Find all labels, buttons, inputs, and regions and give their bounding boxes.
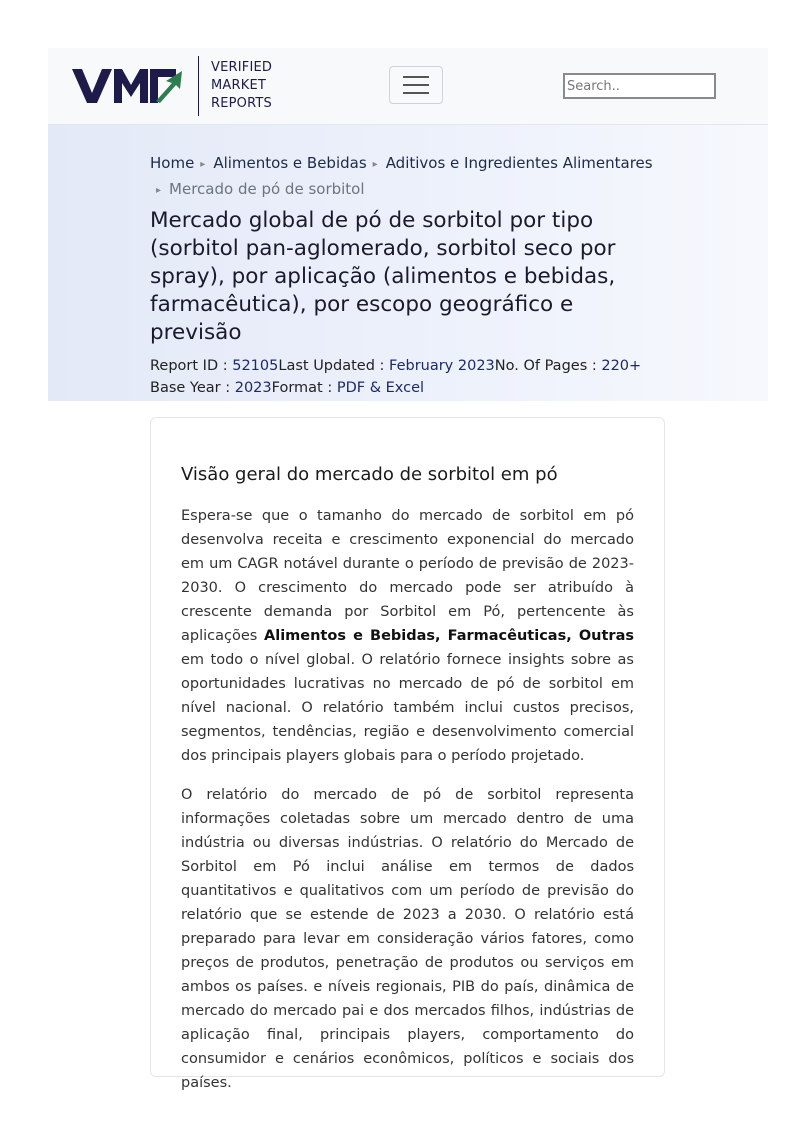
hamburger-icon-bar — [403, 84, 429, 86]
vmr-logo-icon — [72, 67, 184, 105]
chevron-right-icon: ▸ — [372, 159, 378, 170]
format-label: Format : — [271, 380, 337, 396]
chevron-right-icon: ▸ — [156, 185, 162, 196]
pages-label: No. Of Pages : — [494, 358, 602, 374]
chevron-right-icon: ▸ — [200, 159, 206, 170]
overview-paragraph-1 — [181, 504, 634, 768]
logo-divider — [198, 56, 199, 116]
report-id-value: 52105 — [232, 358, 279, 374]
base-year-label: Base Year : — [150, 380, 235, 396]
logo-line2: MARKET — [211, 78, 267, 93]
breadcrumb — [150, 151, 670, 203]
breadcrumb-category[interactable]: Alimentos e Bebidas — [213, 154, 367, 172]
page-title: Mercado global de pó de sorbitol por tipo (sorbitol pan-aglomerado, sorbitol seco por spray), por aplicação (alimentos e bebidas, farmacêutica), por escopo geográfico e previsão — [150, 208, 616, 345]
page-frame — [48, 48, 768, 1091]
overview-p1-applications: Alimentos e Bebidas, Farmacêuticas, Outras — [264, 628, 634, 644]
brand-logo[interactable] — [72, 56, 272, 116]
navbar — [48, 48, 768, 125]
updated-label: Last Updated : — [278, 358, 390, 374]
overview-p1-text-cont: em todo o nível global. O relatório fornece insights sobre as oportunidades lucrativas no mercado de pó de sorbitol em nível nacional. O relatório também inclui custos precisos, segmentos, tendências, região e desenvolvimento comercial dos principais players globais para o período projetado. — [181, 652, 634, 764]
logo-line1: VERIFIED — [211, 60, 273, 75]
hamburger-icon-bar — [403, 76, 429, 78]
pages-value: 220+ — [601, 358, 642, 374]
search-input[interactable] — [563, 73, 716, 99]
overview-paragraph-2: O relatório do mercado de pó de sorbitol representa informações coletadas sobre um mercado dentro de uma indústria ou diversas indústrias. O relatório do Mercado de Sorbitol em Pó inclui análise em termos de dados quantitativos e qualitativos com um período de previsão do relatório que se estende de 2023 a 2030. O relatório está preparado para levar em consideração vários fatores, como preços de produtos, penetração de produtos ou serviços em ambos os países. e níveis regionais, PIB do país, dinâmica de mercado do mercado pai e dos mercados filhos, indústrias de aplicação final, principais players, comportamento do consumidor e cenários econômicos, políticos e sociais dos países. — [181, 787, 634, 1091]
report-hero — [48, 125, 768, 401]
breadcrumb-current: Mercado de pó de sorbitol — [169, 180, 365, 198]
report-id-label: Report ID : — [150, 358, 233, 374]
logo-line3: REPORTS — [211, 96, 272, 111]
logo-wordmark — [211, 59, 272, 113]
breadcrumb-home[interactable]: Home — [150, 154, 195, 172]
overview-card — [150, 417, 665, 1091]
format-value: PDF & Excel — [336, 380, 425, 396]
base-year-value: 2023 — [234, 380, 272, 396]
menu-toggle-button[interactable] — [389, 66, 443, 104]
breadcrumb-subcategory[interactable]: Aditivos e Ingredientes Alimentares — [385, 154, 653, 172]
report-meta — [150, 355, 670, 399]
hamburger-icon-bar — [403, 92, 429, 94]
overview-heading: Visão geral do mercado de sorbitol em pó — [181, 464, 558, 485]
overview-p1-text: Espera-se que o tamanho do mercado de sorbitol em pó desenvolva receita e crescimento exponencial do mercado em um CAGR notável durante o período de previsão de 2023-2030. O crescimento do mercado pode ser atribuído à crescente demanda por Sorbitol em Pó, pertencente às aplicações — [181, 508, 634, 644]
updated-value: February 2023 — [389, 358, 495, 374]
